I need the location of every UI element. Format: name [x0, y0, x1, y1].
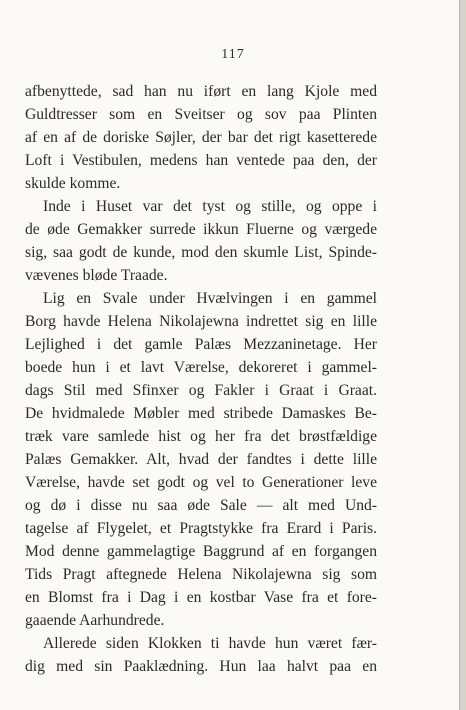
text-line: afbenyttede, sad han nu iført en lang Kjole med [25, 83, 377, 100]
text-line: boede hun i et lavt Værelse, dekoreret i gammel- [25, 359, 377, 376]
paragraph [25, 632, 377, 678]
paragraph [25, 195, 377, 287]
text-line: af en af de doriske Søjler, der bar det rigt kasetterede [25, 129, 377, 146]
text-line: Loft i Vestibulen, medens han ventede paa den, der [25, 152, 377, 169]
text-line: skulde komme. [25, 175, 121, 192]
text-line: Værelse, havde set godt og vel to Generationer leve [25, 474, 377, 491]
text-line: Lejlighed i det gamle Palæs Mezzaninetage. Her [25, 336, 377, 353]
text-line: dig med sin Paaklædning. Hun laa halvt paa en [25, 658, 377, 675]
paragraph [25, 80, 377, 195]
text-line: sig, saa godt de kunde, mod den skumle List, Spinde- [25, 244, 377, 261]
text-line: Allerede siden Klokken ti havde hun været fær- [43, 635, 377, 652]
text-line: træk vare samlede hist og her fra det brøstfældige [25, 428, 377, 445]
text-line: Lig en Svale under Hvælvingen i en gammel [43, 290, 377, 307]
text-line: De hvidmalede Møbler med stribede Damaskes Be- [25, 405, 377, 422]
text-line: de øde Gemakker surrede ikkun Fluerne og værgede [25, 221, 377, 238]
text-line: Borg havde Helena Nikolajewna indrettet sig en lille [25, 313, 377, 330]
text-line: gaaende Aarhundrede. [25, 612, 165, 629]
page-edge [459, 0, 466, 710]
text-line: Guldtresser som en Sveitser og sov paa Plinten [25, 106, 377, 123]
body-text [25, 80, 377, 678]
text-line: Palæs Gemakker. Alt, hvad der fandtes i dette lille [25, 451, 377, 468]
text-line: Mod denne gammelagtige Baggrund af en forgangen [25, 543, 377, 560]
text-line: og dø i disse nu saa øde Sale — alt med Und- [25, 497, 377, 514]
text-line: tagelse af Flygelet, et Pragtstykke fra Erard i Paris. [25, 520, 377, 537]
text-line: dags Stil med Sfinxer og Fakler i Graat i Graat. [25, 382, 377, 399]
page-number: 117 [221, 47, 245, 62]
paragraph [25, 287, 377, 632]
text-line: Inde i Huset var det tyst og stille, og oppe i [43, 198, 377, 215]
text-line: Tids Pragt aftegnede Helena Nikolajewna sig som [25, 566, 377, 583]
text-line: vævenes bløde Traade. [25, 267, 168, 284]
text-line: en Blomst fra i Dag i en kostbar Vase fra et fore- [25, 589, 377, 606]
